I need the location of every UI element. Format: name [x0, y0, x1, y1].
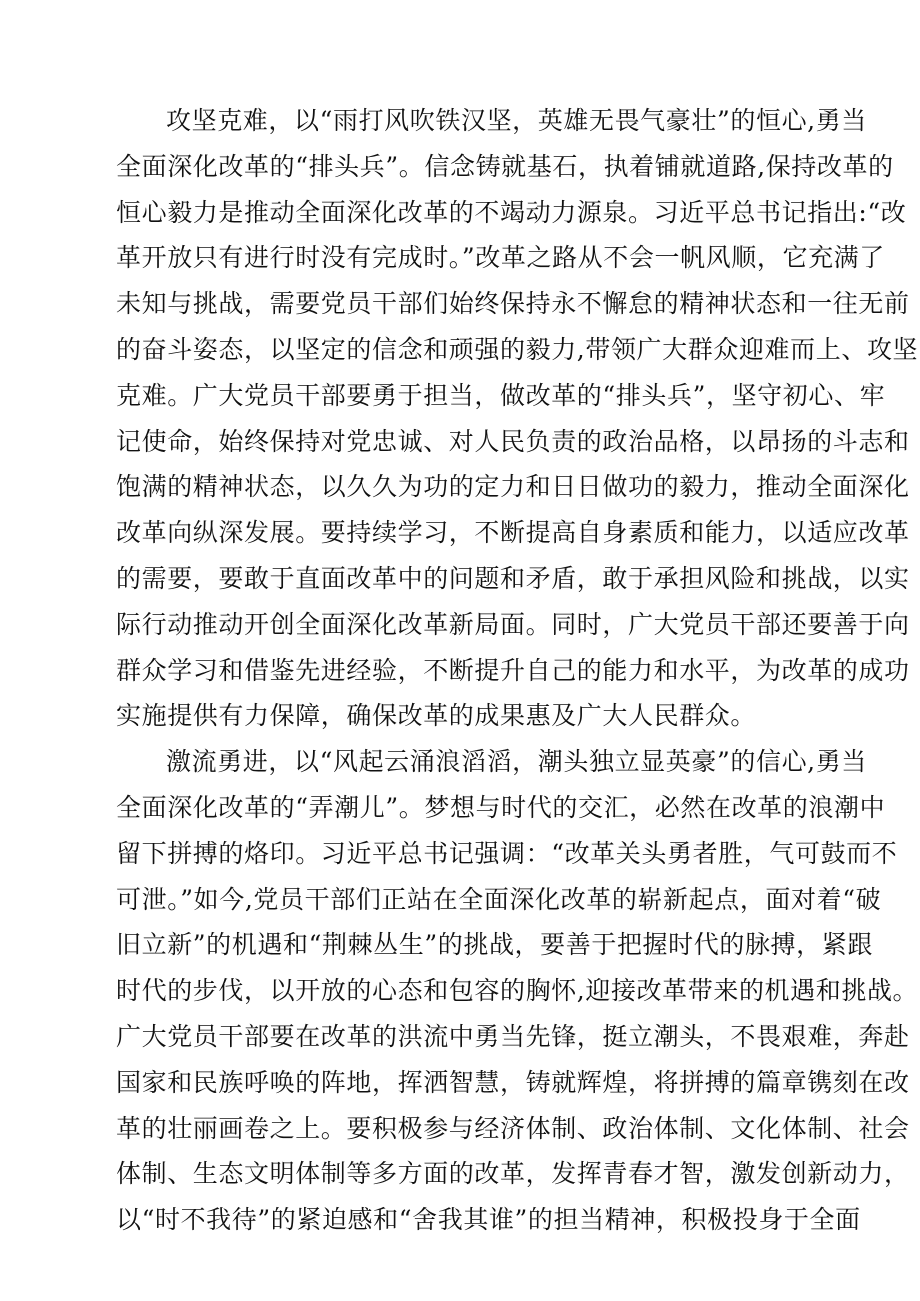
text-line: 恒心毅力是推动全面深化改革的不竭动力源泉。习近平总书记指出:“改 — [116, 197, 907, 227]
text-line: 广大党员干部要在改革的洪流中勇当先锋，挺立潮头，不畏艰难，奔赴 — [116, 1021, 910, 1051]
text-line: 留下拼搏的烙印。习近平总书记强调：“改革关头勇者胜，气可鼓而不 — [116, 838, 898, 868]
text-line: 体制、生态文明体制等多方面的改革，发挥青春才智，激发创新动力， — [116, 1159, 910, 1189]
paragraph-2 — [116, 739, 919, 1243]
text-line: 以“时不我待”的紧迫感和“舍我其谁”的担当精神，积极投身于全面 — [116, 1205, 861, 1235]
text-line: 饱满的精神状态，以久久为功的定力和日日做功的毅力，推动全面深化 — [116, 472, 910, 502]
text-line: 的奋斗姿态，以坚定的信念和顽强的毅力,带领广大群众迎难而上、攻坚 — [116, 334, 919, 364]
text-line: 全面深化改革的“排头兵”。信念铸就基石，执着铺就道路,保持改革的 — [116, 151, 894, 181]
text-line: 全面深化改革的“弄潮儿”。梦想与时代的交汇，必然在改革的浪潮中 — [116, 792, 886, 822]
text-line: 国家和民族呼唤的阵地，挥洒智慧，铸就辉煌，将拼搏的篇章镌刻在改 — [116, 1067, 910, 1097]
text-line: 革的壮丽画卷之上。要积极参与经济体制、政治体制、文化体制、社会 — [116, 1113, 910, 1143]
text-line: 的需要，要敢于直面改革中的问题和矛盾，敢于承担风险和挑战，以实 — [116, 563, 910, 593]
text-line: 攻坚克难，以“雨打风吹铁汉坚，英雄无畏气豪壮”的恒心,勇当 — [166, 106, 867, 135]
text-line: 可泄。”如今,党员干部们正站在全面深化改革的崭新起点，面对着“破 — [116, 884, 882, 914]
text-line: 旧立新”的机遇和“荆棘丛生”的挑战，要善于把握时代的脉搏，紧跟 — [116, 930, 873, 960]
text-line: 克难。广大党员干部要勇于担当，做改革的“排头兵”，坚守初心、牢 — [116, 380, 886, 410]
text-line: 际行动推动开创全面深化改革新局面。同时，广大党员干部还要善于向 — [116, 609, 910, 639]
paragraph-1 — [116, 98, 919, 739]
text-line: 群众学习和借鉴先进经验，不断提升自己的能力和水平，为改革的成功 — [116, 655, 910, 685]
text-line: 记使命，始终保持对党忠诚、对人民负责的政治品格，以昂扬的斗志和 — [116, 426, 910, 456]
text-line: 实施提供有力保障，确保改革的成果惠及广大人民群众。 — [116, 701, 757, 731]
text-line: 未知与挑战，需要党员干部们始终保持永不懈怠的精神状态和一往无前 — [116, 289, 910, 319]
text-line: 革开放只有进行时没有完成时。”改革之路从不会一帆风顺，它充满了 — [116, 243, 885, 273]
text-line: 改革向纵深发展。要持续学习，不断提高自身素质和能力，以适应改革 — [116, 518, 910, 548]
text-line: 激流勇进，以“风起云涌浪滔滔，潮头独立显英豪”的信心,勇当 — [166, 747, 867, 777]
document-body — [116, 98, 919, 1243]
text-line: 时代的步伐，以开放的心态和包容的胸怀,迎接改革带来的机遇和挑战。 — [116, 976, 919, 1006]
